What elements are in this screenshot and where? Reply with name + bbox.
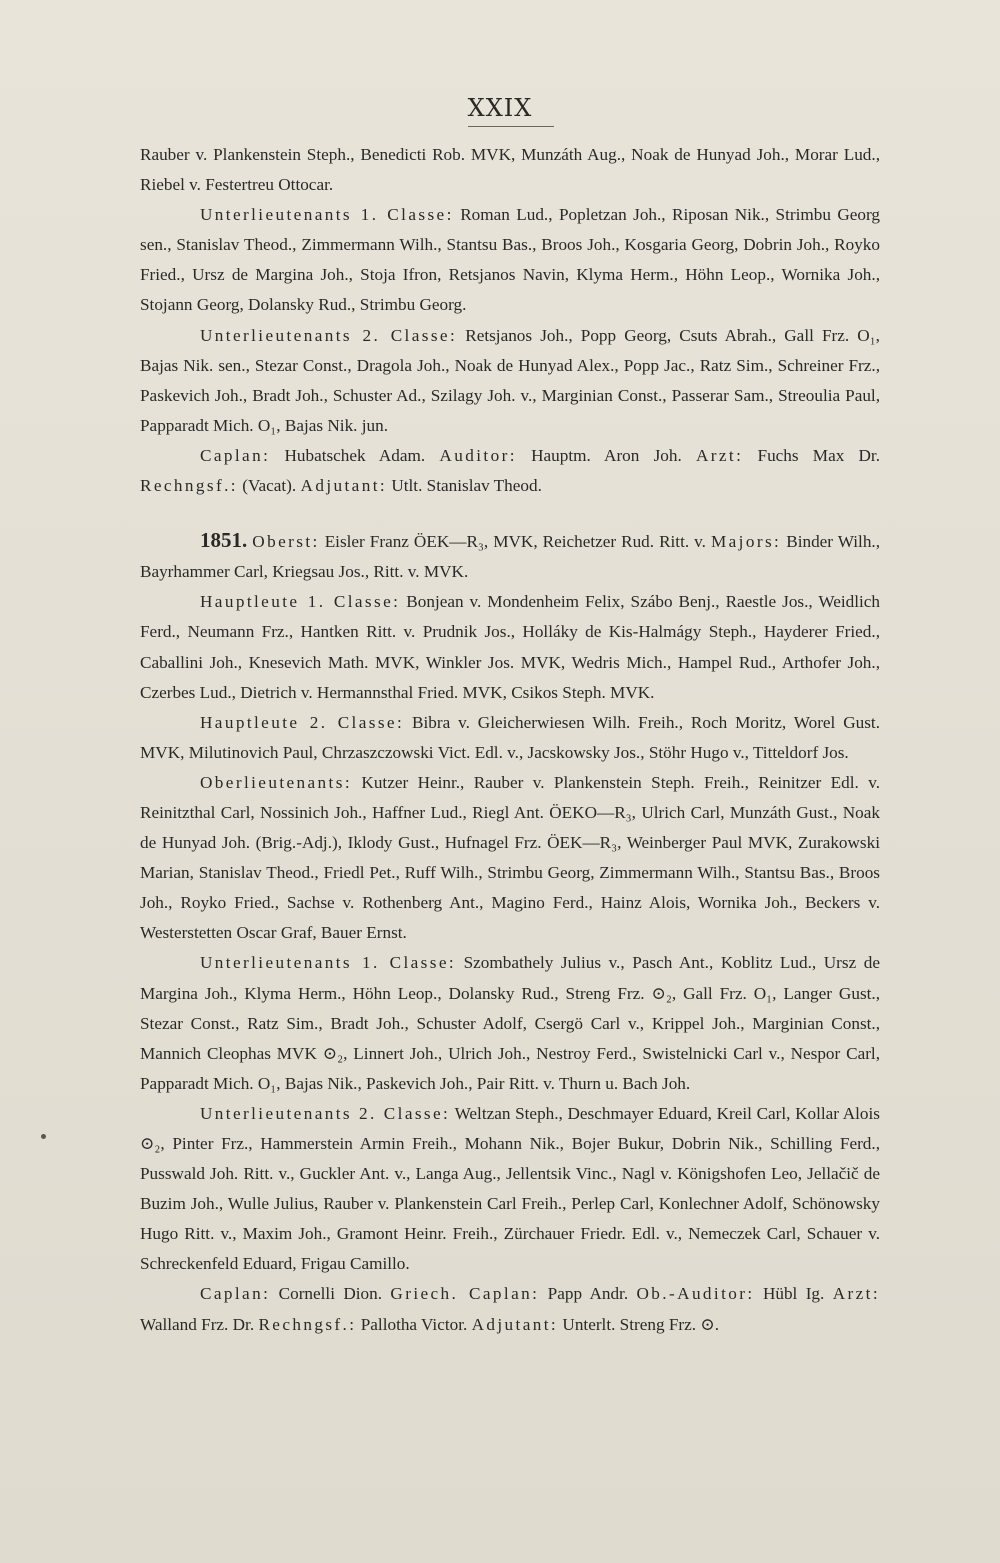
label-1850-auditor: Auditor:	[439, 445, 517, 465]
label-1850-adjutant: Adjutant:	[300, 476, 388, 496]
paragraph-1851-unterlieutenants-1	[140, 948, 880, 1098]
label-1851-unterlieutenants-2: Unterlieutenants 2. Classe:	[200, 1103, 451, 1123]
label-1851-rechngsf: Rechngsf.:	[258, 1314, 357, 1334]
label-1851-adjutant: Adjutant:	[471, 1314, 559, 1334]
text-1851-rechngsf: Pallotha Victor.	[360, 1314, 468, 1334]
text-1851-majors: Binder Wilh., Bayrhammer Carl, Kriegsau Jos., Ritt. v. MVK.	[140, 532, 881, 582]
page-number: XXIX	[467, 94, 533, 122]
paragraph-1850-intro	[140, 140, 880, 200]
header-rule	[468, 126, 554, 127]
label-1851-oberst: Oberst:	[252, 532, 320, 552]
text-1850-adjutant: Utlt. Stanislav Theod.	[391, 476, 542, 496]
margin-dot-mark	[41, 1134, 46, 1139]
text-1851-ob-auditor: Hübl Ig.	[762, 1284, 825, 1304]
label-1850-rechngsf: Rechngsf.:	[140, 476, 238, 496]
text-1851-unterlieutenants-2: Weltzan Steph., Deschmayer Eduard, Kreil Carl, Kollar Alois ⊙₂, Pinter Frz., Hammerstein Armin Freih., Mohann Nik., Bojer Bukur, Dobrin Nik., Schilling Ferd., Pusswald Joh. Ritt. v., Guckler Ant. v., Langa Aug., Jellentsik Vinc., Nagl v. Königshofen Leo, Jellačič de Buzim Joh., Wulle Julius, Rauber v. Plankenstein Carl Freih., Perlep Carl, Konlechner Adolf, Schönowsky Hugo Ritt. v., Maxim Joh., Gramont Heinr. Freih., Zürchauer Friedr. Edl. v., Nemeczek Carl, Schauer v. Schreckenfeld Eduard, Frigau Camillo.	[140, 1103, 880, 1274]
paragraph-1851-oberst	[140, 525, 880, 587]
text-1851-arzt: Walland Frz. Dr.	[140, 1314, 255, 1334]
label-1850-caplan: Caplan:	[200, 445, 271, 465]
label-1850-unterlieutenants-2: Unterlieutenants 2. Classe:	[200, 325, 458, 345]
label-1851-caplan: Caplan:	[200, 1284, 271, 1304]
text-1850-unterlieutenants-2: Retsjanos Joh., Popp Georg, Csuts Abrah., Gall Frz. O₁, Bajas Nik. sen., Stezar Const., Dragola Joh., Noak de Hunyad Alex., Popp Jac., Ratz Sim., Schreiner Frz., Paskevich Joh., Bradt Joh., Schuster Ad., Szilagy Joh. v., Marginian Const., Passerar Sam., Streoulia Paul, Papparadt Mich. O₁, Bajas Nik. jun.	[140, 325, 880, 435]
text-1851-oberlieutenants: Kutzer Heinr., Rauber v. Plankenstein Steph. Freih., Reinitzer Edl. v. Reinitzthal Carl, Nossinich Joh., Haffner Lud., Riegl Ant. ÖEKO—R₃, Ulrich Carl, Munzáth Gust., Noak de Hunyad Joh. (Brig.-Adj.), Iklody Gust., Hufnagel Frz. ÖEK—R₃, Weinberger Paul MVK, Zurakowski Marian, Stanislav Theod., Friedl Pet., Ruff Wilh., Strimbu Georg, Zimmermann Wilh., Stantsu Bas., Broos Joh., Royko Fried., Sachse v. Rothenberg Ant., Magino Ferd., Hainz Alois, Wornika Joh., Beckers v. Westerstetten Oscar Graf, Bauer Ernst.	[140, 772, 880, 943]
label-1851-unterlieutenants-1: Unterlieutenants 1. Classe:	[200, 953, 457, 973]
paragraph-1850-unterlieutenants-2	[140, 321, 880, 441]
text-1851-oberst: Eisler Franz ÖEK—R₃, MVK, Reichetzer Rud. Ritt. v.	[324, 532, 706, 552]
paragraph-1850-unterlieutenants-1	[140, 200, 880, 320]
year-heading-1851: 1851.	[200, 528, 248, 553]
label-1851-arzt: Arzt:	[832, 1284, 881, 1304]
paragraph-1851-hauptleute-1	[140, 587, 880, 707]
paragraph-1851-unterlieutenants-2	[140, 1099, 880, 1280]
label-1851-oberlieutenants: Oberlieutenants:	[200, 772, 352, 792]
text-1851-hauptleute-2: Bibra v. Gleicherwiesen Wilh. Freih., Roch Moritz, Worel Gust. MVK, Milutinovich Paul, Chrzaszczowski Vict. Edl. v., Jacskowsky Jos., Stöhr Hugo v., Titteldorf Jos.	[140, 712, 880, 762]
section-gap	[140, 501, 880, 525]
text-1850-unterlieutenants-1: Roman Lud., Popletzan Joh., Riposan Nik., Strimbu Georg sen., Stanislav Theod., Zimmermann Wilh., Stantsu Bas., Broos Joh., Kosgaria Georg, Dobrin Joh., Royko Fried., Ursz de Margina Joh., Stoja Ifron, Retsjanos Navin, Klyma Herm., Höhn Leop., Wornika Joh., Stojann Georg, Dolansky Rud., Strimbu Georg.	[140, 205, 881, 315]
label-1850-arzt: Arzt:	[695, 445, 744, 465]
label-1851-majors: Majors:	[710, 532, 782, 552]
text-1851-caplan: Cornelli Dion.	[278, 1284, 383, 1304]
text-1850-intro: Rauber v. Plankenstein Steph., Benedicti Rob. MVK, Munzáth Aug., Noak de Hunyad Joh., Morar Lud., Riebel v. Festertreu Ottocar.	[140, 145, 880, 195]
text-1850-caplan: Hubatschek Adam.	[284, 445, 426, 465]
paragraph-1851-hauptleute-2	[140, 708, 880, 768]
text-1851-adjutant: Unterlt. Streng Frz. ⊙.	[562, 1314, 720, 1334]
label-1851-hauptleute-1: Hauptleute 1. Classe:	[200, 592, 401, 612]
text-1850-auditor: Hauptm. Aron Joh.	[531, 445, 682, 465]
paragraph-1851-oberlieutenants	[140, 768, 880, 949]
text-1851-griech-caplan: Papp Andr.	[547, 1284, 629, 1304]
paragraph-1851-staff	[140, 1279, 880, 1339]
paragraph-1850-staff	[140, 441, 880, 501]
label-1850-unterlieutenants-1: Unterlieutenants 1. Classe:	[200, 205, 454, 225]
page-body	[140, 140, 880, 1340]
text-1850-rechngsf: (Vacat).	[242, 476, 297, 496]
text-1851-unterlieutenants-1: Szombathely Julius v., Pasch Ant., Koblitz Lud., Ursz de Margina Joh., Klyma Herm., Höhn Leop., Dolansky Rud., Streng Frz. ⊙₂, Gall Frz. O₁, Langer Gust., Stezar Const., Ratz Sim., Bradt Joh., Schuster Adolf, Csergö Carl v., Krippel Joh., Marginian Const., Mannich Cleophas MVK ⊙₂, Linnert Joh., Ulrich Joh., Nestroy Ferd., Swistelnicki Carl v., Nespor Carl, Papparadt Mich. O₁, Bajas Nik., Paskevich Joh., Pair Ritt. v. Thurn u. Bach Joh.	[140, 953, 881, 1093]
text-1850-arzt: Fuchs Max Dr.	[757, 445, 881, 465]
label-1851-griech-caplan: Griech. Caplan:	[390, 1284, 540, 1304]
label-1851-ob-auditor: Ob.-Auditor:	[636, 1284, 755, 1304]
label-1851-hauptleute-2: Hauptleute 2. Classe:	[200, 712, 405, 732]
text-1851-hauptleute-1: Bonjean v. Mondenheim Felix, Szábo Benj., Raestle Jos., Weidlich Ferd., Neumann Frz., Hantken Ritt. v. Prudnik Jos., Holláky de Kis-Halmágy Steph., Hayderer Fried., Caballini Joh., Knesevich Math. MVK, Winkler Jos. MVK, Wedris Mich., Hampel Rud., Arthofer Joh., Czerbes Lud., Dietrich v. Hermannsthal Fried. MVK, Csikos Steph. MVK.	[140, 592, 880, 702]
